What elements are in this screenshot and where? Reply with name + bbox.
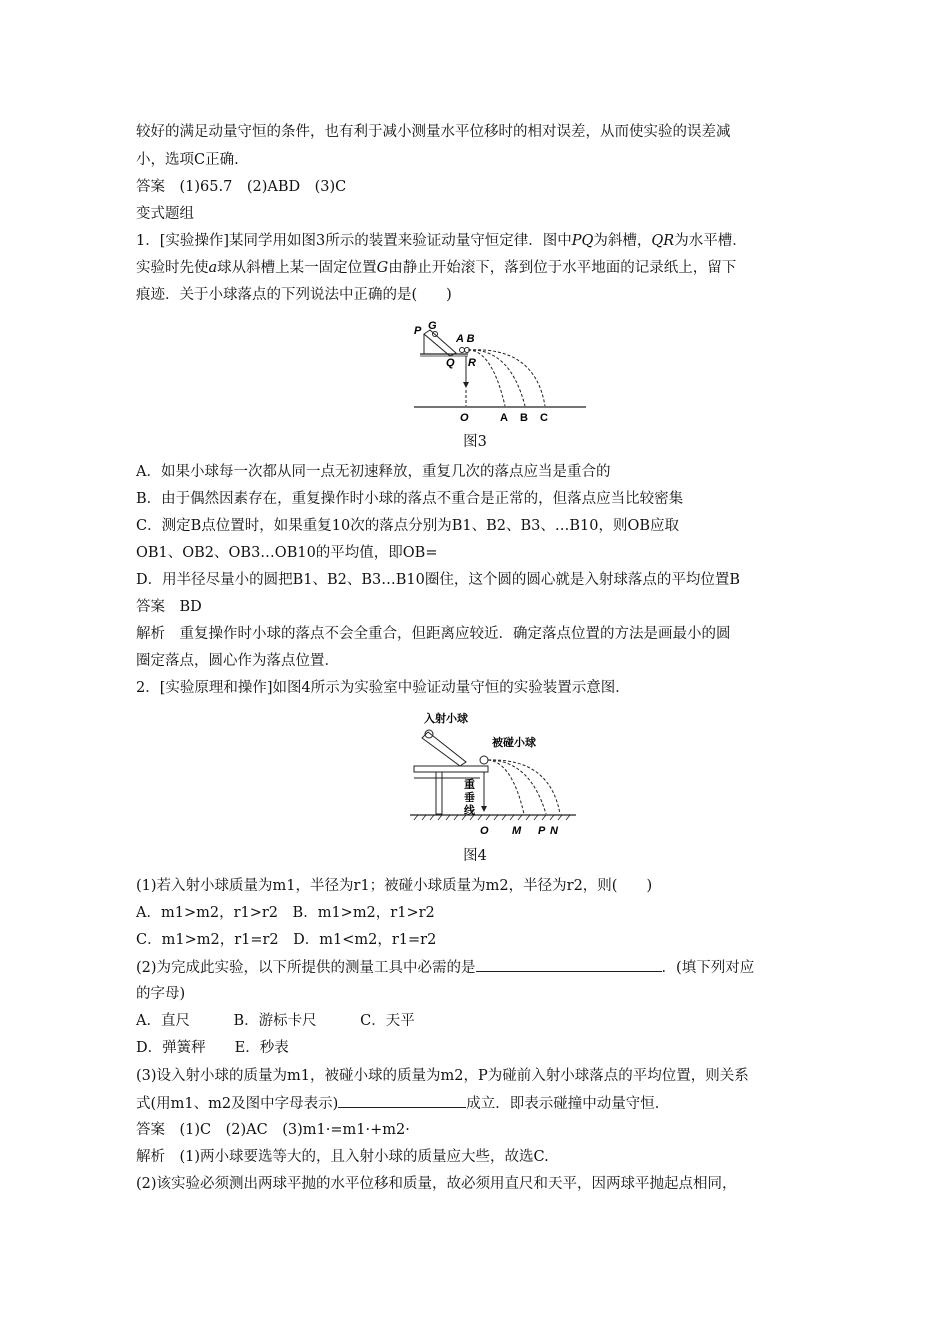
- label-plumb: 线: [464, 805, 475, 817]
- label-o: O: [480, 825, 489, 837]
- trajectory-p: [488, 760, 546, 814]
- label-n: N: [550, 825, 558, 837]
- text-span: 成立．即表示碰撞中动量守恒．: [466, 1096, 670, 1112]
- question-2-part-2: [136, 957, 754, 978]
- text-span: 1．[实验操作]某同学用如图3所示的装置来验证动量守恒定律．图中: [136, 233, 572, 249]
- text-span: 为斜槽，: [593, 233, 652, 249]
- tool-options-2: D．弹簧秤 E．秒表: [136, 1040, 289, 1056]
- explanation-line: 解析 重复操作时小球的落点不会全重合，但距离应较近．确定落点位置的方法是画最小的圆: [136, 626, 731, 642]
- label-o: O: [460, 412, 469, 424]
- label-g: G: [428, 320, 437, 332]
- answer-blank[interactable]: [338, 1093, 466, 1108]
- text-line: 较好的满足动量守恒的条件，也有利于减小测量水平位移时的相对误差，从而使实验的误差减: [136, 124, 731, 140]
- option-b: B．由于偶然因素存在，重复操作时小球的落点不重合是正常的，但落点应当比较密集: [136, 491, 684, 507]
- label-m: M: [512, 825, 522, 837]
- question-1-line-1: [136, 231, 747, 251]
- text-span: 实验时先使: [136, 260, 209, 276]
- trajectory-m: [488, 760, 524, 814]
- table-top: [414, 766, 488, 772]
- symbol: QR: [651, 233, 675, 249]
- ramp-shape: [422, 732, 466, 766]
- plumb-bob: [463, 382, 469, 388]
- label-plumb: 重: [464, 779, 475, 791]
- question-2-part-3: (3)设入射小球的质量为m1，被碰小球的质量为m2，P为碰前入射小球落点的平均位置，则关系: [136, 1068, 749, 1084]
- text-span: (2)为完成此实验，以下所提供的测量工具中必需的是: [136, 960, 476, 976]
- question-2-part-1: (1)若入射小球质量为m1，半径为r1；被碰小球质量为m2，半径为r2，则( ): [136, 878, 653, 894]
- label-target-ball: 被碰小球: [492, 737, 536, 749]
- label-incident-ball: 入射小球: [424, 713, 468, 725]
- answer-line: 答案 BD: [136, 599, 202, 615]
- tool-options-1: A．直尺 B．游标卡尺 C．天平: [136, 1013, 415, 1029]
- label-c: C: [540, 412, 548, 424]
- ball-target: [480, 756, 488, 764]
- text-span: 为水平槽．: [674, 233, 747, 249]
- figure-4-caption: 图4: [463, 848, 487, 864]
- trajectory-n: [488, 760, 560, 814]
- question-1-line-3: 痕迹．关于小球落点的下列说法中正确的是( ): [136, 287, 452, 303]
- label-r: R: [468, 357, 476, 369]
- trajectory-c: [468, 350, 545, 406]
- explanation-line: 圈定落点，圆心作为落点位置．: [136, 653, 339, 669]
- explanation-line: 解析 (1)两小球要选等大的，且入射小球的质量应大些，故选C.: [136, 1149, 549, 1165]
- text-span: 式(用m1、m2及图中字母表示): [136, 1096, 339, 1112]
- label-q: Q: [446, 357, 455, 369]
- question-2-part-2-cont: 的字母): [136, 986, 186, 1002]
- label-b: B: [520, 412, 528, 424]
- ball-incident: [460, 348, 465, 353]
- figure-4-diagram: [400, 708, 590, 838]
- label-p: P: [414, 325, 422, 337]
- ground-hatch: [414, 815, 570, 820]
- label-plumb: 垂: [464, 792, 475, 804]
- question-1-line-2: [136, 258, 736, 278]
- explanation-line: (2)该实验必须测出两球平抛的水平位移和质量，故必须用直尺和天平，因两球平抛起点相同，: [136, 1176, 737, 1192]
- option-c-line-1: C．测定B点位置时，如果重复10次的落点分别为B1、B2、B3、…B10，则OB应取: [136, 518, 679, 534]
- label-a: A: [500, 412, 508, 424]
- options-ab: A．m1>m2，r1>r2 B．m1>m2，r1>r2: [136, 905, 435, 921]
- option-a: A．如果小球每一次都从同一点无初速释放，重复几次的落点应当是重合的: [136, 464, 611, 480]
- text-span: ．(填下列对应: [661, 960, 755, 976]
- text-span: 球从斜槽上某一固定位置: [217, 260, 377, 276]
- label-p: P: [538, 825, 546, 837]
- ramp-shape: [424, 330, 456, 356]
- text-line: 小，选项C正确.: [136, 152, 239, 168]
- symbol: PQ: [571, 233, 594, 249]
- symbol: a: [208, 260, 218, 276]
- section-heading: 变式题组: [136, 206, 194, 222]
- text-span: 由静止开始滚下，落到位于水平地面的记录纸上，留下: [388, 260, 737, 276]
- figure-3-diagram: [410, 320, 590, 426]
- answer-line: 答案 (1)C (2)AC (3)m1·=m1·+m2·: [136, 1122, 410, 1138]
- symbol: G: [376, 260, 389, 276]
- label-ab: A B: [456, 333, 475, 345]
- answer-blank[interactable]: [476, 957, 662, 972]
- question-2: 2．[实验原理和操作]如图4所示为实验室中验证动量守恒的实验装置示意图．: [136, 680, 630, 696]
- answer-line: 答案 (1)65.7 (2)ABD (3)C: [136, 179, 347, 195]
- plumb-bob: [481, 806, 487, 812]
- question-2-part-3-cont: [136, 1093, 669, 1114]
- option-d: D．用半径尽量小的圆把B1、B2、B3…B10圈住，这个圆的圆心就是入射球落点的平均位置B: [136, 572, 741, 588]
- option-c-line-2: OB1、OB2、OB3…OB10的平均值，即OB=: [136, 545, 438, 561]
- options-cd: C．m1>m2，r1=r2 D．m1<m2，r1=r2: [136, 932, 437, 948]
- figure-3-caption: 图3: [463, 434, 487, 450]
